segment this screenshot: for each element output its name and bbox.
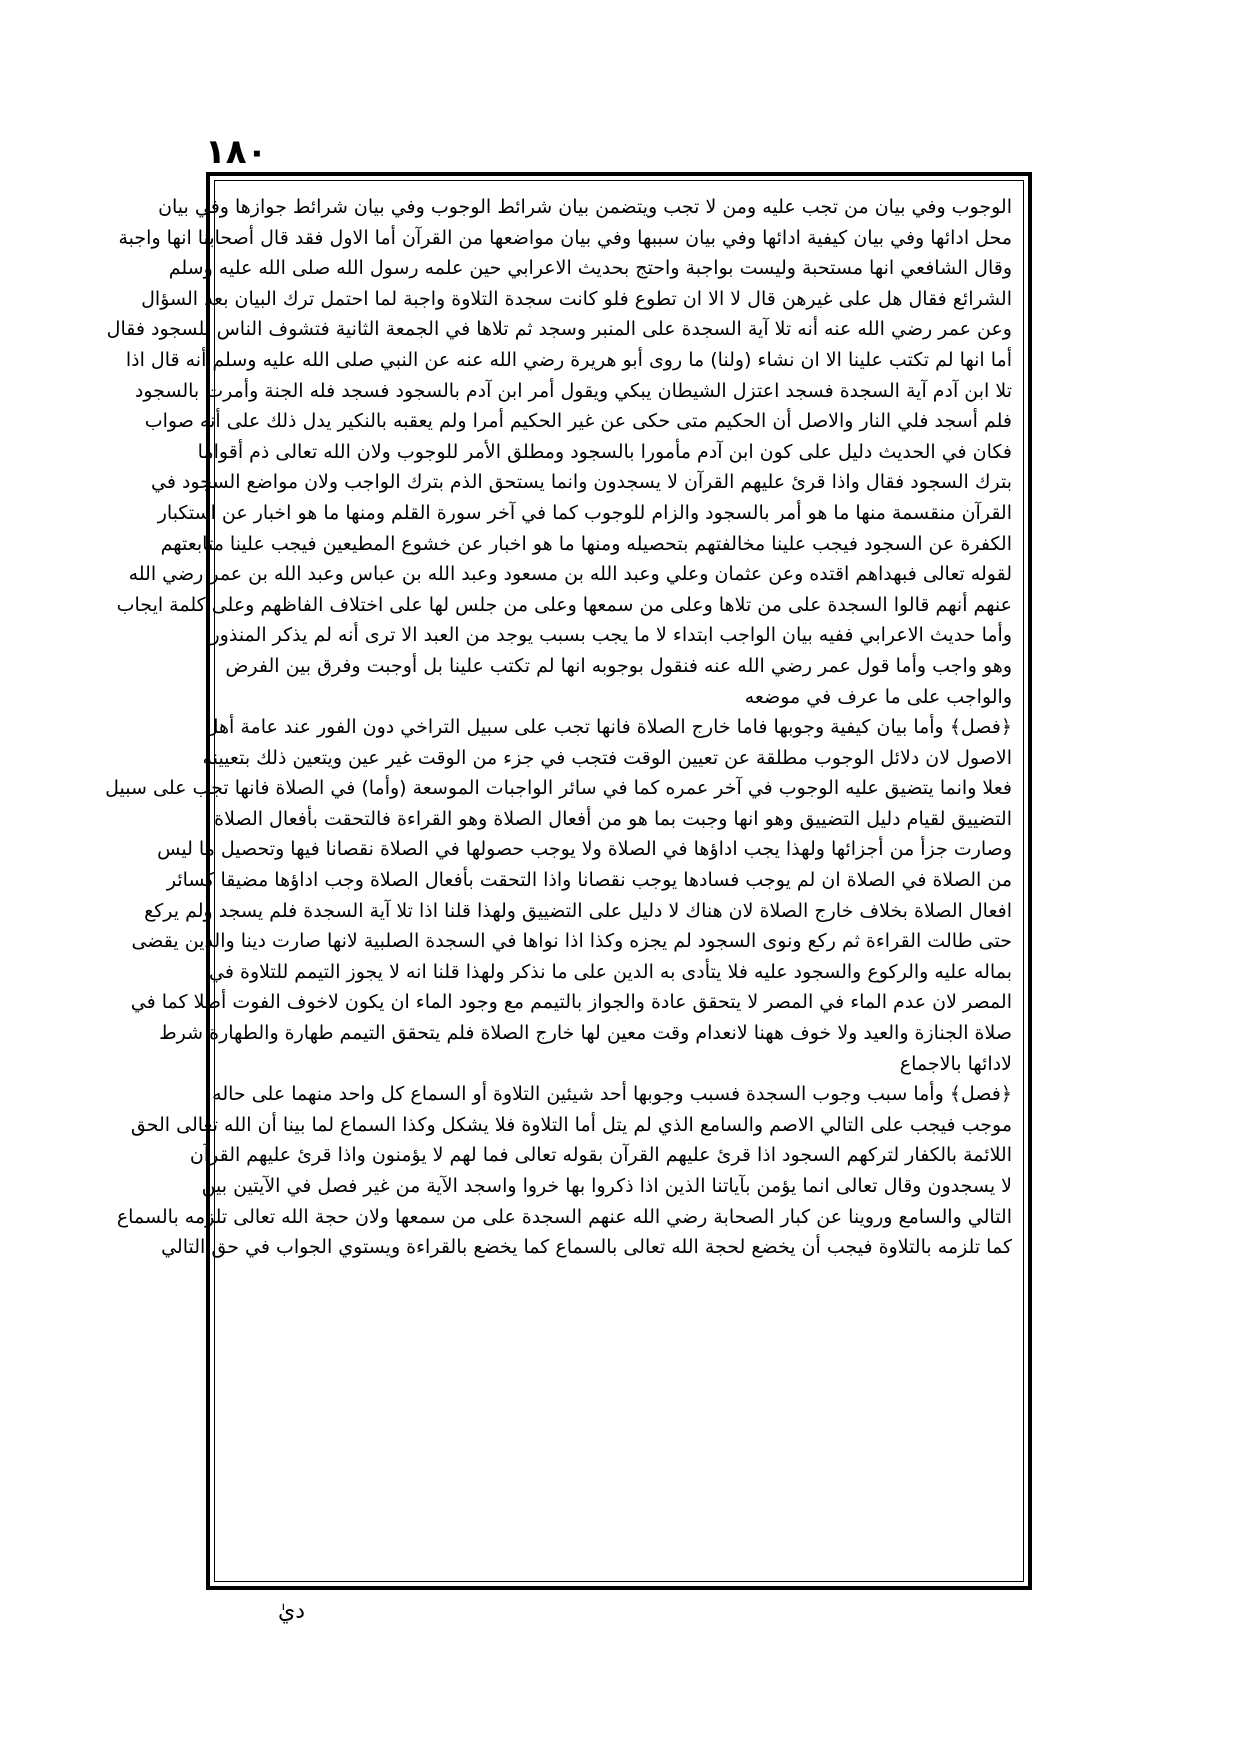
text-line: من الصلاة في الصلاة ان لم يوجب فسادها يوجب نقصانا واذا التحقت بأفعال الصلاة وجب اداؤها مضيقا كسائر — [166, 869, 1012, 892]
text-line: فعلا وانما يتضيق عليه الوجوب في آخر عمره كما في سائر الواجبات الموسعة (وأما) في الصلاة فانها تجب على سبيل — [105, 777, 1012, 800]
text-line: بماله عليه والركوع والسجود عليه فلا يتأدى به الدين على ما نذكر ولهذا قلنا انه لا يجوز التيمم للتلاوة في — [209, 960, 1012, 983]
footer-signature: ديٰ — [277, 1599, 305, 1624]
text-line: عنهم أنهم قالوا السجدة على من تلاها وعلى من سمعها وعلى من جلس لها على اختلاف الفاظهم وعلى كلمة ايجاب — [116, 593, 1012, 616]
text-line: اللائمة بالكفار لتركهم السجود اذا قرئ عليهم القرآن بقوله تعالى فما لهم لا يؤمنون واذا قرئ عليهم القرآن — [189, 1144, 1012, 1167]
page-number: ١٨٠ — [205, 132, 268, 172]
text-line: ﴿فصل﴾ وأما بيان كيفية وجوبها فاما خارج الصلاة فانها تجب على سبيل التراخي دون الفور عند عامة أهل — [204, 716, 1012, 739]
text-line: لادائها بالاجماع — [899, 1052, 1012, 1075]
text-line: وقال الشافعي انها مستحبة وليست بواجبة واحتج بحديث الاعرابي حين علمه رسول الله صلى الله عليه وسلم — [168, 257, 1012, 280]
text-line: الشرائع فقال هل على غيرهن قال لا الا ان تطوع فلو كانت سجدة التلاوة واجبة لما احتمل ترك البيان بعد السؤال — [141, 287, 1012, 310]
text-line: بترك السجود فقال واذا قرئ عليهم القرآن لا يسجدون وانما يستحق الذم بترك الواجب ولان مواضع السجود في — [150, 471, 1012, 494]
text-line: لا يسجدون وقال تعالى انما يؤمن بآياتنا الذين اذا ذكروا بها خروا واسجد الآية من غير فصل في الآيتين بين — [201, 1175, 1012, 1197]
body-text — [105, 192, 1012, 1572]
text-line: فلم أسجد فلي النار والاصل أن الحكيم متى حكى عن غير الحكيم أمرا ولم يعقبه بالنكير يدل ذلك على أنه صواب — [144, 410, 1012, 433]
text-line: لقوله تعالى فبهداهم اقتده وعن عثمان وعلي وعبد الله بن مسعود وعبد الله بن عباس وعبد الله بن عمر رضي الله — [128, 563, 1012, 586]
text-line: تلا ابن آدم آية السجدة فسجد اعتزل الشيطان يبكي ويقول أمر ابن آدم بالسجود فسجد فله الجنة وأمرت بالسجود — [134, 379, 1012, 402]
text-line: محل ادائها وفي بيان كيفية ادائها وفي بيان سببها وفي بيان مواضعها من القرآن أما الاول فقد قال أصحابنا انها واجبة — [118, 226, 1012, 249]
text-line: حتى طالت القراءة ثم ركع ونوى السجود لم يجزه وكذا اذا نواها في السجدة الصلبية لانها صارت دينا والدين يقضى — [131, 930, 1012, 953]
text-line: كما تلزمه بالتلاوة فيجب أن يخضع لحجة الله تعالى بالسماع كما يخضع بالقراءة ويستوي الجواب في حق التالي — [161, 1236, 1012, 1259]
text-line: افعال الصلاة بخلاف خارج الصلاة لان هناك لا دليل على التضييق ولهذا قلنا اذا تلا آية السجدة فلم يسجد ولم يركع — [144, 899, 1012, 922]
text-line: الوجوب وفي بيان من تجب عليه ومن لا تجب ويتضمن بيان شرائط الوجوب وفي بيان شرائط جوازها وفي بيان — [158, 196, 1012, 218]
text-line: القرآن منقسمة منها ما هو أمر بالسجود والزام للوجوب كما في آخر سورة القلم ومنها ما هو اخبار عن استكبار — [157, 501, 1012, 524]
text-line: التالي والسامع وروينا عن كبار الصحابة رضي الله عنهم السجدة على من سمعها ولان حجة الله تعالى تلزمه بالسماع — [116, 1205, 1012, 1228]
text-line: الاصول لان دلائل الوجوب مطلقة عن تعيين الوقت فتجب في جزء من الوقت غير عين ويتعين ذلك بتعيينه — [202, 746, 1012, 769]
text-line: التضييق لقيام دليل التضييق وهو انها وجبت بما هو من أفعال الصلاة وهو القراءة فالتحقت بأفعال الصلاة — [214, 807, 1012, 830]
text-line: أما انها لم تكتب علينا الا ان نشاء (ولنا) ما روى أبو هريرة رضي الله عنه عن النبي صلى الله عليه وسلم أنه قال اذا — [125, 348, 1012, 371]
text-line: وصارت جزأ من أجزائها ولهذا يجب اداؤها في الصلاة ولا يوجب حصولها في الصلاة نقصانا فيها وتحصيل ما ليس — [157, 838, 1012, 861]
text-line: المصر لان عدم الماء في المصر لا يتحقق عادة والجواز بالتيمم مع وجود الماء ان يكون لاخوف الفوت أصلا كما في — [130, 991, 1012, 1014]
text-line: ﴿فصل﴾ وأما سبب وجوب السجدة فسبب وجوبها أحد شيئين التلاوة أو السماع كل واحد منهما على حاله — [212, 1083, 1012, 1106]
text-line: وهو واجب وأما قول عمر رضي الله عنه فنقول بوجوبه انها لم تكتب علينا بل أوجبت وفرق بين الفرض — [225, 654, 1012, 677]
text-line: الكفرة عن السجود فيجب علينا مخالفتهم بتحصيله ومنها ما هو اخبار عن خشوع المطيعين فيجب علينا متابعتهم — [160, 532, 1012, 555]
text-line: وأما حديث الاعرابي ففيه بيان الواجب ابتداء لا ما يجب بسبب يوجد من العبد الا ترى أنه لم يذكر المنذور — [210, 624, 1012, 647]
text-line: وعن عمر رضي الله عنه أنه تلا آية السجدة على المنبر وسجد ثم تلاها في الجمعة الثانية فتشوف الناس للسجود فقال — [106, 318, 1012, 341]
text-line: والواجب على ما عرف في موضعه — [744, 685, 1012, 708]
text-line: موجب فيجب على التالي الاصم والسامع الذي لم يتل أما التلاوة فلا يشكل وكذا السماع لما بينا أن الله تعالى الحق — [130, 1113, 1012, 1136]
text-line: فكان في الحديث دليل على كون ابن آدم مأمورا بالسجود ومطلق الأمر للوجوب ولان الله تعالى ذم أقواما — [197, 440, 1012, 463]
text-line: صلاة الجنازة والعيد ولا خوف ههنا لانعدام وقت معين لها خارج الصلاة فلم يتحقق التيمم طهارة والطهارة شرط — [159, 1022, 1012, 1045]
